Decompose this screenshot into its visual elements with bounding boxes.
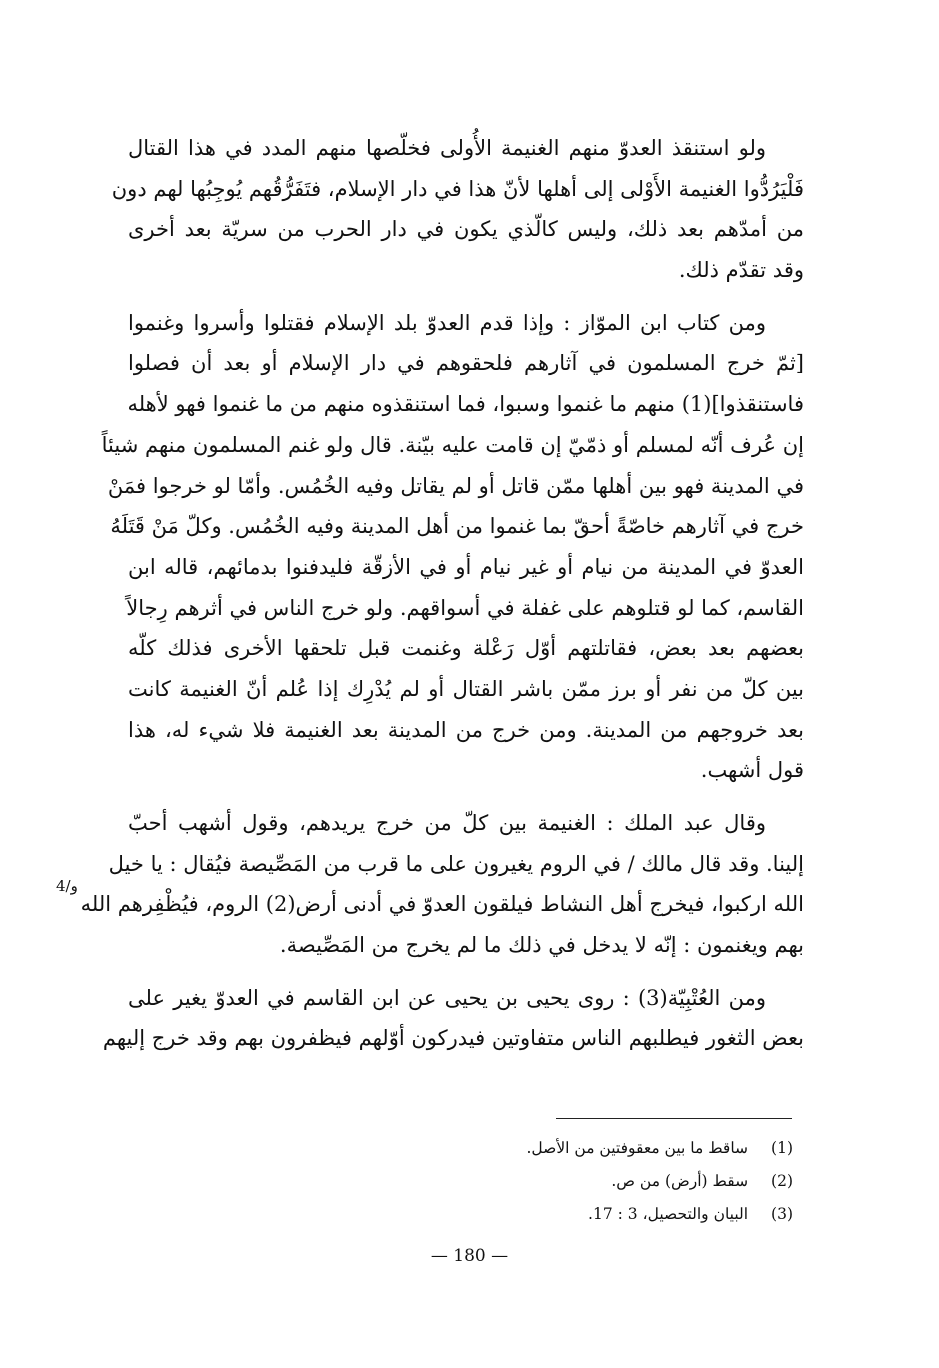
text-line: في المدينة فهو بين أهلها ممّن قاتل أو لم يقاتل وفيه الخُمُس. وأمّا لو خرجوا فمَنْ xyxy=(107,473,804,498)
footnote-text: ساقط ما بين معقوفتين من الأصل. xyxy=(526,1139,749,1157)
text-line: بعد خروجهم من المدينة. ومن خرج من المدينة بعد الغنيمة فلا شيء له، هذا xyxy=(128,717,804,742)
text-line: خرج في آثارهم خاصّةً أحقّ بما غنموا من أهل المدينة وفيه الخُمُس. وكلّ مَنْ قَتَلَهُ xyxy=(110,514,804,539)
text-line: بعضهم بعد بعض، فقاتلتهم أوّل رَعْلة وغنمت قبل تلحقها الأخرى فذلك كلّه xyxy=(128,636,804,661)
main-text xyxy=(80,128,804,1071)
footnote-number: (3) xyxy=(771,1205,793,1223)
text-line: فَلْيَرُدُّوا الغنيمة الأَوْلى إلى أهلها لأنّ هذا في دار الإسلام، فتَفَرُّقُهم يُوجِبُها لهم دون xyxy=(111,176,804,201)
margin-folio-note: 4/و xyxy=(56,877,78,895)
text-line: ومن كتاب ابن الموّاز : وإذا قدم العدوّ بلد الإسلام فقتلوا وأسروا وغنموا xyxy=(128,310,766,335)
text-line: الله اركبوا، فيخرج أهل النشاط فيلقون العدوّ في أدنى أرض(2) الروم، فيُظْفِرهم الله xyxy=(80,892,804,917)
footnote-number: (2) xyxy=(771,1172,793,1190)
paragraph-2 xyxy=(101,303,804,791)
footnote-item xyxy=(527,1198,794,1231)
footnote-number: (1) xyxy=(771,1139,793,1157)
footnote-divider xyxy=(556,1118,792,1119)
text-line: بهم ويغنمون : إنّه لا يدخل في ذلك ما لم يخرج من المَصِّيصة. xyxy=(279,933,804,958)
text-line: القاسم، كما لو قتلوهم على غفلة في أسواقهم. ولو خرج الناس في أثرهم رِجالاً xyxy=(126,595,804,620)
paragraph-4 xyxy=(102,978,804,1059)
footnote-text: سقط (أرض) من ص. xyxy=(611,1172,749,1190)
footnotes xyxy=(527,1132,794,1231)
paragraph-1 xyxy=(111,128,804,291)
page-number: — 180 — xyxy=(430,1246,509,1266)
paragraph-3 xyxy=(80,803,804,966)
footnote-item xyxy=(527,1132,794,1165)
footnote-text: البيان والتحصيل، 3 : 17. xyxy=(588,1205,749,1223)
text-line: العدوّ في المدينة من نيام أو غير نيام أو في الأزقّة فليدفنوا بدمائهم، قاله ابن xyxy=(128,554,804,579)
text-line: من أمدّهم بعد ذلك، وليس كالّذي يكون في دار الحرب من سريّة بعد أخرى xyxy=(128,217,804,242)
text-line: [ثمّ خرج المسلمون في آثارهم فلحقوهم في دار الإسلام أو بعد أن فصلوا xyxy=(128,351,804,376)
text-line: بين كلّ من نفر أو برز ممّن باشر القتال أو لم يُدْرِك إذا عُلم أنّ الغنيمة كانت xyxy=(128,676,804,701)
text-line: إن عُرف أنّه لمسلم أو ذمّيّ إن قامت عليه بيّنة. قال ولو غنم المسلمون منهم شيئاً xyxy=(101,432,804,457)
text-line: فاستنقذوا](1) منهم ما غنموا وسبوا، فما استنقذوه منهم من ما غنموا فهو لأهله xyxy=(127,392,804,417)
text-line: بعض الثغور فيطلبهم الناس متفاوتين فيدركون أوّلهم فيظفرون بهم وقد خرج إليهم xyxy=(102,1026,804,1051)
text-line: قول أشهب. xyxy=(700,758,804,783)
footnote-item xyxy=(527,1165,794,1198)
text-line: ولو استنقذ العدوّ منهم الغنيمة الأُولى فخلّصها منهم المدد في هذا القتال xyxy=(128,136,766,160)
text-line: ومن العُتْبِيّة(3) : روى يحيى بن يحيى عن ابن القاسم في العدوّ يغير على xyxy=(128,985,766,1010)
text-line: إلينا. وقد قال مالك / في الروم يغيرون على ما قرب من المَصِّيصة فيُقال : يا خيل xyxy=(108,851,804,876)
text-line: وقد تقدّم ذلك. xyxy=(678,258,804,283)
text-line: وقال عبد الملك : الغنيمة بين كلّ من خرج يريدهم، وقول أشهب أحبّ xyxy=(128,811,766,835)
